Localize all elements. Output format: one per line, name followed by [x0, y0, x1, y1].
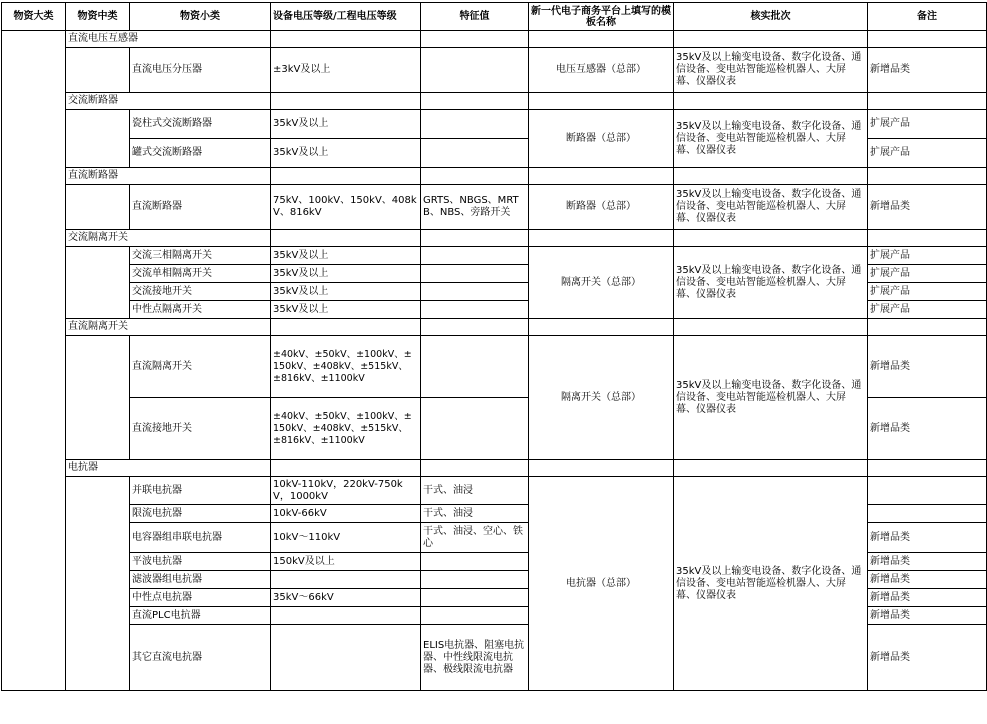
empty-cell: [868, 460, 987, 477]
voltage: ±3kV及以上: [271, 48, 421, 93]
major-category-cell: [2, 31, 66, 691]
empty-cell: [529, 93, 674, 110]
feature: [421, 48, 529, 93]
voltage: 10kV-110kV，220kV-750kV，1000kV: [271, 477, 421, 505]
sub-category: 交流单相隔离开关: [130, 265, 271, 283]
note: 新增品类: [868, 398, 987, 460]
empty-cell: [271, 168, 421, 185]
empty-cell: [529, 319, 674, 336]
empty-cell: [868, 230, 987, 247]
sub-category: 并联电抗器: [130, 477, 271, 505]
voltage: 10kV～110kV: [271, 523, 421, 553]
empty-cell: [868, 168, 987, 185]
note: 扩展产品: [868, 265, 987, 283]
mid-category-cell: [66, 336, 130, 460]
sub-category: 交流接地开关: [130, 283, 271, 301]
note: 新增品类: [868, 571, 987, 589]
empty-cell: [674, 319, 868, 336]
empty-cell: [868, 319, 987, 336]
empty-cell: [271, 230, 421, 247]
batch: 35kV及以上输变电设备、数字化设备、通信设备、变电站智能巡检机器人、大屏幕、仪器仪表: [674, 247, 868, 319]
group-label: 直流电压互感器: [66, 31, 271, 48]
header-sub-category: 物资小类: [130, 3, 271, 31]
table-row: [2, 48, 987, 93]
sub-category: 交流三相隔离开关: [130, 247, 271, 265]
note: 新增品类: [868, 589, 987, 607]
batch: 35kV及以上输变电设备、数字化设备、通信设备、变电站智能巡检机器人、大屏幕、仪器仪表: [674, 110, 868, 168]
feature: 干式、油浸: [421, 477, 529, 505]
empty-cell: [529, 230, 674, 247]
sub-category: 直流电压分压器: [130, 48, 271, 93]
voltage: ±40kV、±50kV、±100kV、± 150kV、±408kV、±515kV、±816kV、±1100kV: [271, 336, 421, 398]
empty-cell: [271, 93, 421, 110]
voltage: 35kV及以上: [271, 139, 421, 168]
table-row: [2, 247, 987, 265]
sub-category: 中性点隔离开关: [130, 301, 271, 319]
table-row: [2, 110, 987, 139]
feature: [421, 301, 529, 319]
empty-cell: [674, 93, 868, 110]
template-name: 隔离开关（总部）: [529, 247, 674, 319]
group-label: 电抗器: [66, 460, 271, 477]
voltage: [271, 571, 421, 589]
voltage: 75kV、100kV、150kV、408kV、816kV: [271, 185, 421, 230]
table-row: [2, 336, 987, 398]
feature: 干式、油浸: [421, 505, 529, 523]
mid-category-cell: [66, 185, 130, 230]
voltage: 35kV及以上: [271, 283, 421, 301]
voltage: 35kV及以上: [271, 247, 421, 265]
note: 新增品类: [868, 553, 987, 571]
empty-cell: [529, 168, 674, 185]
empty-cell: [421, 460, 529, 477]
empty-cell: [271, 460, 421, 477]
group-row: [2, 168, 987, 185]
sub-category: 限流电抗器: [130, 505, 271, 523]
header-feature: 特征值: [421, 3, 529, 31]
feature: [421, 110, 529, 139]
sub-category: 平波电抗器: [130, 553, 271, 571]
group-row: [2, 31, 987, 48]
sub-category: 直流隔离开关: [130, 336, 271, 398]
empty-cell: [421, 168, 529, 185]
sub-category: 直流接地开关: [130, 398, 271, 460]
template-name: 电抗器（总部）: [529, 477, 674, 691]
note: 扩展产品: [868, 301, 987, 319]
empty-cell: [421, 93, 529, 110]
feature: [421, 139, 529, 168]
empty-cell: [868, 31, 987, 48]
feature: [421, 283, 529, 301]
note: 新增品类: [868, 625, 987, 691]
note: [868, 477, 987, 505]
mid-category-cell: [66, 48, 130, 93]
sub-category: 直流断路器: [130, 185, 271, 230]
group-label: 直流断路器: [66, 168, 271, 185]
group-label: 直流隔离开关: [66, 319, 271, 336]
sub-category: 其它直流电抗器: [130, 625, 271, 691]
batch: 35kV及以上输变电设备、数字化设备、通信设备、变电站智能巡检机器人、大屏幕、仪器仪表: [674, 185, 868, 230]
note: [868, 505, 987, 523]
group-label: 交流隔离开关: [66, 230, 271, 247]
table-row: [2, 477, 987, 505]
header-row: [2, 3, 987, 31]
voltage: [271, 607, 421, 625]
voltage: 35kV及以上: [271, 265, 421, 283]
empty-cell: [529, 460, 674, 477]
feature: GRTS、NBGS、MRTB、NBS、旁路开关: [421, 185, 529, 230]
empty-cell: [674, 460, 868, 477]
note: 扩展产品: [868, 139, 987, 168]
note: 扩展产品: [868, 283, 987, 301]
empty-cell: [421, 31, 529, 48]
group-row: [2, 93, 987, 110]
batch: 35kV及以上输变电设备、数字化设备、通信设备、变电站智能巡检机器人、大屏幕、仪器仪表: [674, 48, 868, 93]
sub-category: 滤波器组电抗器: [130, 571, 271, 589]
table-row: [2, 185, 987, 230]
header-note: 备注: [868, 3, 987, 31]
empty-cell: [674, 31, 868, 48]
feature: [421, 589, 529, 607]
group-row: [2, 230, 987, 247]
sub-category: 电容器组串联电抗器: [130, 523, 271, 553]
group-label: 交流断路器: [66, 93, 271, 110]
note: 新增品类: [868, 185, 987, 230]
voltage: 10kV-66kV: [271, 505, 421, 523]
batch: 35kV及以上输变电设备、数字化设备、通信设备、变电站智能巡检机器人、大屏幕、仪器仪表: [674, 336, 868, 460]
sub-category: 中性点电抗器: [130, 589, 271, 607]
header-voltage: 设备电压等级/工程电压等级: [271, 3, 421, 31]
empty-cell: [868, 93, 987, 110]
template-name: 断路器（总部）: [529, 185, 674, 230]
feature: [421, 553, 529, 571]
feature: [421, 571, 529, 589]
template-name: 电压互感器（总部）: [529, 48, 674, 93]
group-row: [2, 319, 987, 336]
empty-cell: [271, 31, 421, 48]
empty-cell: [674, 168, 868, 185]
feature: [421, 336, 529, 398]
empty-cell: [674, 230, 868, 247]
note: 扩展产品: [868, 110, 987, 139]
feature: [421, 398, 529, 460]
voltage: 35kV及以上: [271, 301, 421, 319]
voltage: ±40kV、±50kV、±100kV、± 150kV、±408kV、±515kV、±816kV、±1100kV: [271, 398, 421, 460]
template-name: 断路器（总部）: [529, 110, 674, 168]
mid-category-cell: [66, 110, 130, 168]
feature: [421, 607, 529, 625]
note: 扩展产品: [868, 247, 987, 265]
header-major-category: 物资大类: [2, 3, 66, 31]
template-name: 隔离开关（总部）: [529, 336, 674, 460]
empty-cell: [271, 319, 421, 336]
feature: 干式、油浸、空心、铁心: [421, 523, 529, 553]
mid-category-cell: [66, 247, 130, 319]
header-template: 新一代电子商务平台上填写的模板名称: [529, 3, 674, 31]
empty-cell: [421, 230, 529, 247]
note: 新增品类: [868, 48, 987, 93]
feature: ELIS电抗器、阻塞电抗器、中性线限流电抗器、极线限流电抗器: [421, 625, 529, 691]
material-table: [1, 2, 987, 691]
empty-cell: [529, 31, 674, 48]
batch: 35kV及以上输变电设备、数字化设备、通信设备、变电站智能巡检机器人、大屏幕、仪器仪表: [674, 477, 868, 691]
note: 新增品类: [868, 607, 987, 625]
sub-category: 直流PLC电抗器: [130, 607, 271, 625]
voltage: [271, 625, 421, 691]
empty-cell: [421, 319, 529, 336]
note: 新增品类: [868, 336, 987, 398]
voltage: 150kV及以上: [271, 553, 421, 571]
mid-category-cell: [66, 477, 130, 691]
feature: [421, 247, 529, 265]
feature: [421, 265, 529, 283]
note: 新增品类: [868, 523, 987, 553]
group-row: [2, 460, 987, 477]
header-batch: 核实批次: [674, 3, 868, 31]
sub-category: 瓷柱式交流断路器: [130, 110, 271, 139]
sub-category: 罐式交流断路器: [130, 139, 271, 168]
voltage: 35kV～66kV: [271, 589, 421, 607]
voltage: 35kV及以上: [271, 110, 421, 139]
header-mid-category: 物资中类: [66, 3, 130, 31]
